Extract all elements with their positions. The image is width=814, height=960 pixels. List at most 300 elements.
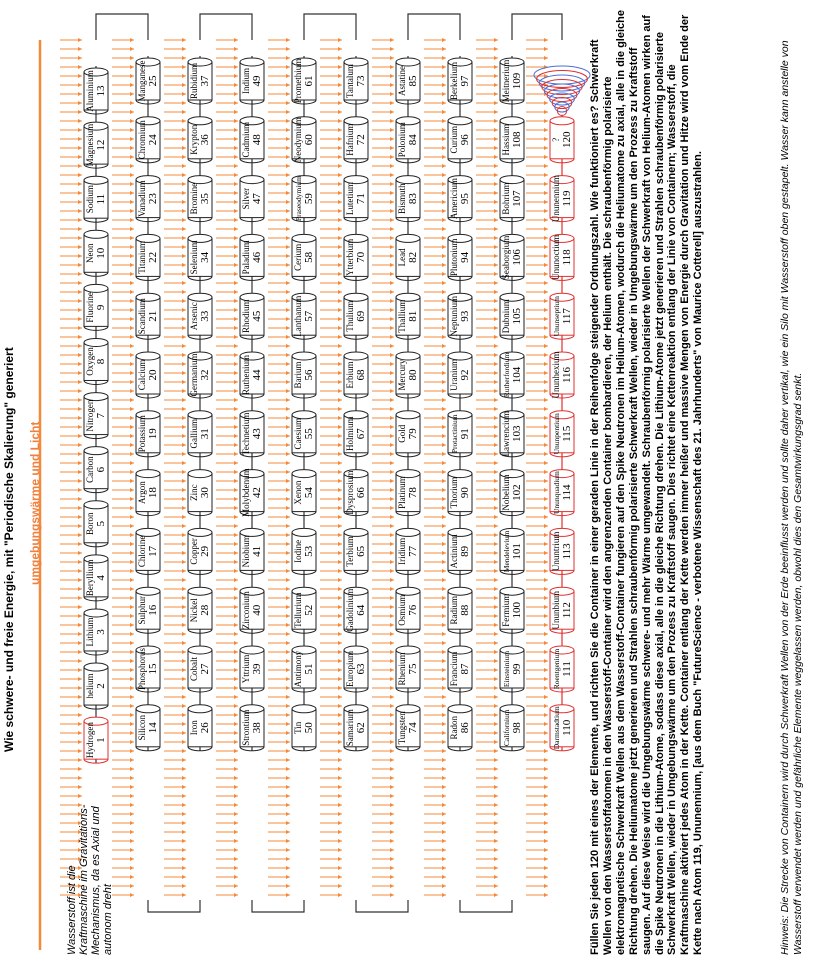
heat-arrowhead [338,758,342,762]
heat-arrowhead [390,119,394,123]
heat-arrowhead [182,191,186,195]
heat-arrowhead [234,533,238,537]
element-container [240,176,264,222]
element-number: 73 [355,75,367,87]
heat-arrowhead [338,65,342,69]
element-number: 79 [407,428,419,440]
heat-arrowhead [544,722,548,726]
heat-arrowhead [234,128,238,132]
heat-arrowhead [182,731,186,735]
heat-arrowhead [442,641,446,645]
heat-arrowhead [286,173,290,177]
element-name: Lead [397,248,407,267]
heat-arrowhead [286,272,290,276]
heat-arrowhead [390,830,394,834]
element-number: 90 [459,487,471,499]
heat-arrowhead [442,65,446,69]
heat-arrowhead [182,551,186,555]
heat-arrowhead [130,299,134,303]
heat-arrowhead [78,434,82,438]
heat-arrowhead [338,335,342,339]
element-container [396,470,420,516]
heat-arrowhead [442,533,446,537]
element-name: Gallium [189,419,199,449]
heat-arrowhead [182,470,186,474]
column-link [460,900,512,912]
heat-arrowhead [494,263,498,267]
heat-arrowhead [390,533,394,537]
heat-arrowhead [286,353,290,357]
heat-arrowhead [390,821,394,825]
heat-arrowhead [494,497,498,501]
heat-arrowhead [442,605,446,609]
element-number: 3 [95,629,107,635]
element-number: 5 [95,521,107,527]
element-number: 107 [511,190,523,207]
heat-arrowhead [182,830,186,834]
heat-arrowhead [544,263,548,267]
heat-arrowhead [78,587,82,591]
heat-arrowhead [182,263,186,267]
heat-arrowhead [544,380,548,384]
element-name: Ununquadium [552,471,561,515]
heat-arrowhead [494,335,498,339]
heat-arrowhead [442,254,446,258]
element-container [136,411,160,457]
element-name: Uranium [449,359,459,391]
heat-arrowhead [544,596,548,600]
heat-arrowhead [494,722,498,726]
heat-arrowhead [338,560,342,564]
heat-arrowhead [442,308,446,312]
heat-arrowhead [234,236,238,240]
element-number: 38 [251,722,263,734]
heat-arrowhead [234,119,238,123]
element-name: Hafnium [345,123,355,156]
heat-arrowhead [544,227,548,231]
heat-arrowhead [130,830,134,834]
heat-arrowhead [442,830,446,834]
element-number: 33 [199,310,211,322]
heat-arrowhead [442,776,446,780]
heat-arrowhead [234,506,238,510]
heat-arrowhead [130,866,134,870]
heat-arrowhead [182,416,186,420]
element-number: 51 [303,663,315,675]
container-cap [396,58,420,66]
element-container [84,609,108,655]
heat-arrowhead [390,452,394,456]
heat-arrowhead [286,479,290,483]
element-number: 26 [199,722,211,734]
heat-arrowhead [286,623,290,627]
heat-arrowhead [442,155,446,159]
heat-arrowhead [130,191,134,195]
element-number: 23 [147,193,159,205]
heat-arrowhead [494,227,498,231]
heat-arrowhead [390,434,394,438]
heat-arrowhead [234,218,238,222]
heat-arrowhead [234,713,238,717]
heat-arrowhead [130,713,134,717]
element-container [396,528,420,574]
container-cap [136,352,160,360]
element-name: Tantalum [345,64,355,98]
heat-arrowhead [182,677,186,681]
heat-arrowhead [338,308,342,312]
heat-arrowhead [544,569,548,573]
heat-arrowhead [78,335,82,339]
heat-arrowhead [544,884,548,888]
element-name: Silver [241,187,251,210]
heat-arrowhead [78,290,82,294]
element-name: Iridium [397,537,407,565]
element-name: Rutherfordium [502,352,511,398]
heat-arrowhead [494,479,498,483]
heat-arrowhead [544,461,548,465]
heat-arrowhead [390,461,394,465]
heat-arrowhead [286,92,290,96]
element-container [84,393,108,439]
container-cap [448,117,472,125]
element-name: Radon [449,716,459,740]
element-container [396,176,420,222]
heat-arrowhead [234,254,238,258]
element-number: 111 [561,661,573,677]
heat-arrowhead [78,191,82,195]
element-container [550,646,574,692]
heat-arrowhead [234,389,238,393]
heat-arrowhead [442,857,446,861]
heat-arrowhead [442,767,446,771]
heat-arrowhead [182,578,186,582]
element-number: 81 [407,310,419,322]
heat-arrowhead [390,128,394,132]
element-container [188,646,212,692]
heat-arrowhead [78,119,82,123]
element-container [292,176,316,222]
heat-arrowhead [182,641,186,645]
heat-arrowhead [78,569,82,573]
heat-arrowhead [390,164,394,168]
heat-arrowhead [390,443,394,447]
heat-arrowhead [182,200,186,204]
heat-arrowhead [390,326,394,330]
heat-arrowhead [442,173,446,177]
heat-arrowhead [130,659,134,663]
container-cap [396,587,420,595]
heat-arrowhead [130,263,134,267]
element-number: 74 [407,722,419,734]
heat-arrowhead [286,245,290,249]
heat-arrowhead [78,767,82,771]
element-container [292,528,316,574]
heat-arrowhead [544,56,548,60]
element-container [240,646,264,692]
heat-arrowhead [234,596,238,600]
element-container [136,352,160,398]
heat-arrowhead [286,470,290,474]
heat-arrowhead [442,146,446,150]
heat-arrowhead [130,605,134,609]
element-container [448,705,472,751]
heat-arrowhead [390,146,394,150]
element-name: Nobelium [501,474,511,511]
heat-arrowhead [234,524,238,528]
heat-arrowhead [494,839,498,843]
heat-arrowhead [544,749,548,753]
heat-arrowhead [442,596,446,600]
element-number: 11 [95,193,107,205]
heat-arrowhead [544,218,548,222]
heat-arrowhead [78,749,82,753]
heat-arrowhead [182,425,186,429]
heat-arrowhead [494,596,498,600]
heat-arrowhead [286,335,290,339]
heat-arrowhead [78,641,82,645]
element-number: 85 [407,75,419,87]
heat-arrowhead [338,470,342,474]
element-number: 92 [459,369,471,381]
heat-arrowhead [130,884,134,888]
heat-arrowhead [286,650,290,654]
heat-arrowhead [390,47,394,51]
heat-arrowhead [234,749,238,753]
element-number: 96 [459,134,471,146]
element-name: Erbium [345,361,355,389]
heat-arrowhead [544,443,548,447]
heat-arrowhead [182,488,186,492]
heat-arrowhead [494,713,498,717]
heat-arrowhead [390,191,394,195]
heat-arrowhead [494,137,498,141]
container-cap [396,528,420,536]
container-cap [188,587,212,595]
heat-arrowhead [182,596,186,600]
element-name: Praseodymium [294,176,303,222]
heat-arrowhead [390,290,394,294]
heat-arrowhead [182,524,186,528]
element-name: Calcium [137,359,147,391]
heat-arrowhead [442,182,446,186]
column-link [148,900,200,912]
element-name: Strontium [241,709,251,746]
heat-arrowhead [442,371,446,375]
heat-arrowhead [78,110,82,114]
heat-arrowhead [78,488,82,492]
heat-arrowhead [286,695,290,699]
container-cap [292,352,316,360]
heat-arrowhead [234,281,238,285]
container-cap [240,528,264,536]
element-container [240,58,264,104]
heat-arrowhead [234,362,238,366]
element-container [500,470,524,516]
heat-arrowhead [390,848,394,852]
heat-arrowhead [442,497,446,501]
column-link [408,14,460,40]
heat-arrowhead [182,749,186,753]
element-number: 97 [459,75,471,87]
heat-arrowhead [338,137,342,141]
element-name: Paladium [241,240,251,275]
heat-arrowhead [130,380,134,384]
element-name: Platinum [397,476,407,509]
heat-arrowhead [338,875,342,879]
heat-arrowhead [442,290,446,294]
heat-arrowhead [78,83,82,87]
heat-arrowhead [130,470,134,474]
element-number: 62 [355,722,367,734]
heat-arrowhead [130,749,134,753]
element-name: Tungsten [397,711,407,745]
element-number: 39 [251,663,263,675]
heat-arrowhead [390,704,394,708]
heat-arrowhead [338,389,342,393]
heat-arrowhead [234,173,238,177]
heat-arrowhead [78,443,82,447]
element-number: 9 [95,304,107,311]
element-container [396,587,420,633]
heat-arrowhead [338,506,342,510]
heat-arrowhead [130,578,134,582]
heat-arrowhead [544,326,548,330]
element-name: Lutetium [345,182,355,216]
heat-arrowhead [390,470,394,474]
heat-arrowhead [390,488,394,492]
heat-arrowhead [130,848,134,852]
element-container [344,587,368,633]
heat-arrowhead [286,758,290,762]
heat-arrowhead [494,686,498,690]
heat-arrowhead [182,569,186,573]
heat-arrowhead [182,506,186,510]
heat-arrowhead [130,137,134,141]
element-number: 31 [199,428,211,440]
heat-arrowhead [442,452,446,456]
heat-arrowhead [234,92,238,96]
heat-arrowhead [182,137,186,141]
heat-arrowhead [494,308,498,312]
heat-arrowhead [130,551,134,555]
element-name: Ununhexium [551,351,561,399]
element-number: 6 [95,466,107,473]
element-number: 114 [561,484,573,501]
container-cap [84,609,108,617]
heat-arrowhead [442,389,446,393]
heat-arrowhead [78,263,82,267]
element-name: Roentgenium [552,648,561,690]
element-name: Sodium [85,185,95,214]
heat-arrowhead [442,866,446,870]
heat-arrowhead [390,200,394,204]
heat-arrowhead [78,92,82,96]
heat-arrowhead [286,56,290,60]
heat-arrowhead [182,722,186,726]
heat-arrowhead [338,686,342,690]
heat-arrowhead [234,497,238,501]
heat-arrowhead [494,776,498,780]
heat-arrowhead [286,614,290,618]
heat-arrowhead [234,821,238,825]
element-container [136,58,160,104]
heat-arrowhead [544,488,548,492]
heat-arrowhead [390,506,394,510]
heat-arrowhead [182,227,186,231]
heat-arrowhead [130,119,134,123]
heat-arrowhead [182,497,186,501]
element-number: 56 [303,369,315,381]
heat-arrowhead [338,344,342,348]
heat-arrowhead [442,335,446,339]
element-name: Neodymium [293,117,303,163]
heat-arrowhead [182,767,186,771]
heat-arrowhead [78,362,82,366]
element-number: 86 [459,722,471,734]
element-number: 8 [95,358,107,365]
heat-arrowhead [130,164,134,168]
heat-arrowhead [494,353,498,357]
element-number: 69 [355,310,367,322]
element-name: Mendelevium [502,530,511,573]
heat-arrowhead [390,236,394,240]
heat-arrowhead [494,371,498,375]
element-name: Argon [137,481,147,505]
heat-arrowhead [234,605,238,609]
heat-arrowhead [130,326,134,330]
heat-arrowhead [78,218,82,222]
element-container [396,352,420,398]
heat-arrowhead [442,425,446,429]
heat-arrowhead [338,47,342,51]
element-number: 60 [303,134,315,146]
heat-arrowhead [338,173,342,177]
heat-arrowhead [182,821,186,825]
element-name: Vanadium [137,180,147,217]
element-container [448,58,472,104]
element-container [550,234,574,280]
heat-arrowhead [234,722,238,726]
element-number: 30 [199,487,211,499]
element-name: Americium [449,178,459,220]
heat-arrowhead [494,488,498,492]
element-number: 95 [459,193,471,205]
element-container [188,58,212,104]
heat-arrowhead [182,650,186,654]
heat-arrowhead [390,209,394,213]
heat-arrowhead [286,542,290,546]
heat-arrowhead [494,218,498,222]
heat-arrowhead [338,632,342,636]
element-number: 76 [407,604,419,616]
heat-arrowhead [390,722,394,726]
heat-arrowhead [390,785,394,789]
explanation-text: Füllen Sie jeden 120 mit eines der Elemente, und richten Sie die Container in einer geraden Linie in der Reihenfolge steigender Ordnungszahl. Wie funktioniert es? Schwerkraft Wellen von den Wasserstoffatomen in den Wasserstoff-Container wird den angrenzenden Container bombardieren, der Helium enthält. Die schraubenförmig polarisierte elektromagnetische Schwerkraft Wellen aus dem Wasserstoff-Container fungieren auf den Spike Neutronen im Helium-Atomen, wodurch die Heliumatome zu axial, alle in die gleiche Richtung drehen. Die Heliumatome jetzt generieren und Strahlen schraubenförmig polarisierte Schwerkraft Wellen, wieder in Umgebungswärme um den Prozess zu Kraftstoff saugen. Auf diese Weise wird die Umgebungswärme schwere- und mehr Wärme umgewandelt. Schraubenförmig polarisierte Wellen der Schwerkraft von Helium-Atomen wirken auf die Spike Neutronen in die Lithium-Atome, sodass diese axial, alle in die gleiche Richtung drehen. Die Lithium-Atome jetzt generieren und Strahlen schraubenförmig polarisierte Schwerkraft Wellen, wieder in Umgebungswärme um den Prozess zu Kraftstoff saugen. Dies richtet eine Kettenreaktion entlang der Linie von Containern; Wasserstoff, die Kraftmaschine aktiviert jedes Atom in der Kette. Container entlang der Kette werden immer heißer und massive Mengen von Energie durch Gravitation und Hitze wird vom Ende der Kette nach Atom 119, Ununennium, [aus dem Buch "FutureScience - verbotene Wissenschaft des 21. Jahrhunderts" von Maurice Cotterell] auszustrahlen. [589,10,705,955]
element-container [344,293,368,339]
heat-arrowhead [130,434,134,438]
heat-arrowhead [78,470,82,474]
heat-arrowhead [442,524,446,528]
heat-arrowhead [78,713,82,717]
element-name: Fermium [501,593,511,627]
element-number: 94 [459,251,471,263]
element-number: 88 [459,604,471,616]
heat-arrowhead [544,776,548,780]
element-name: Ruthenium [241,355,251,395]
heat-arrowhead [130,308,134,312]
heat-arrowhead [78,551,82,555]
heat-arrowhead [234,767,238,771]
